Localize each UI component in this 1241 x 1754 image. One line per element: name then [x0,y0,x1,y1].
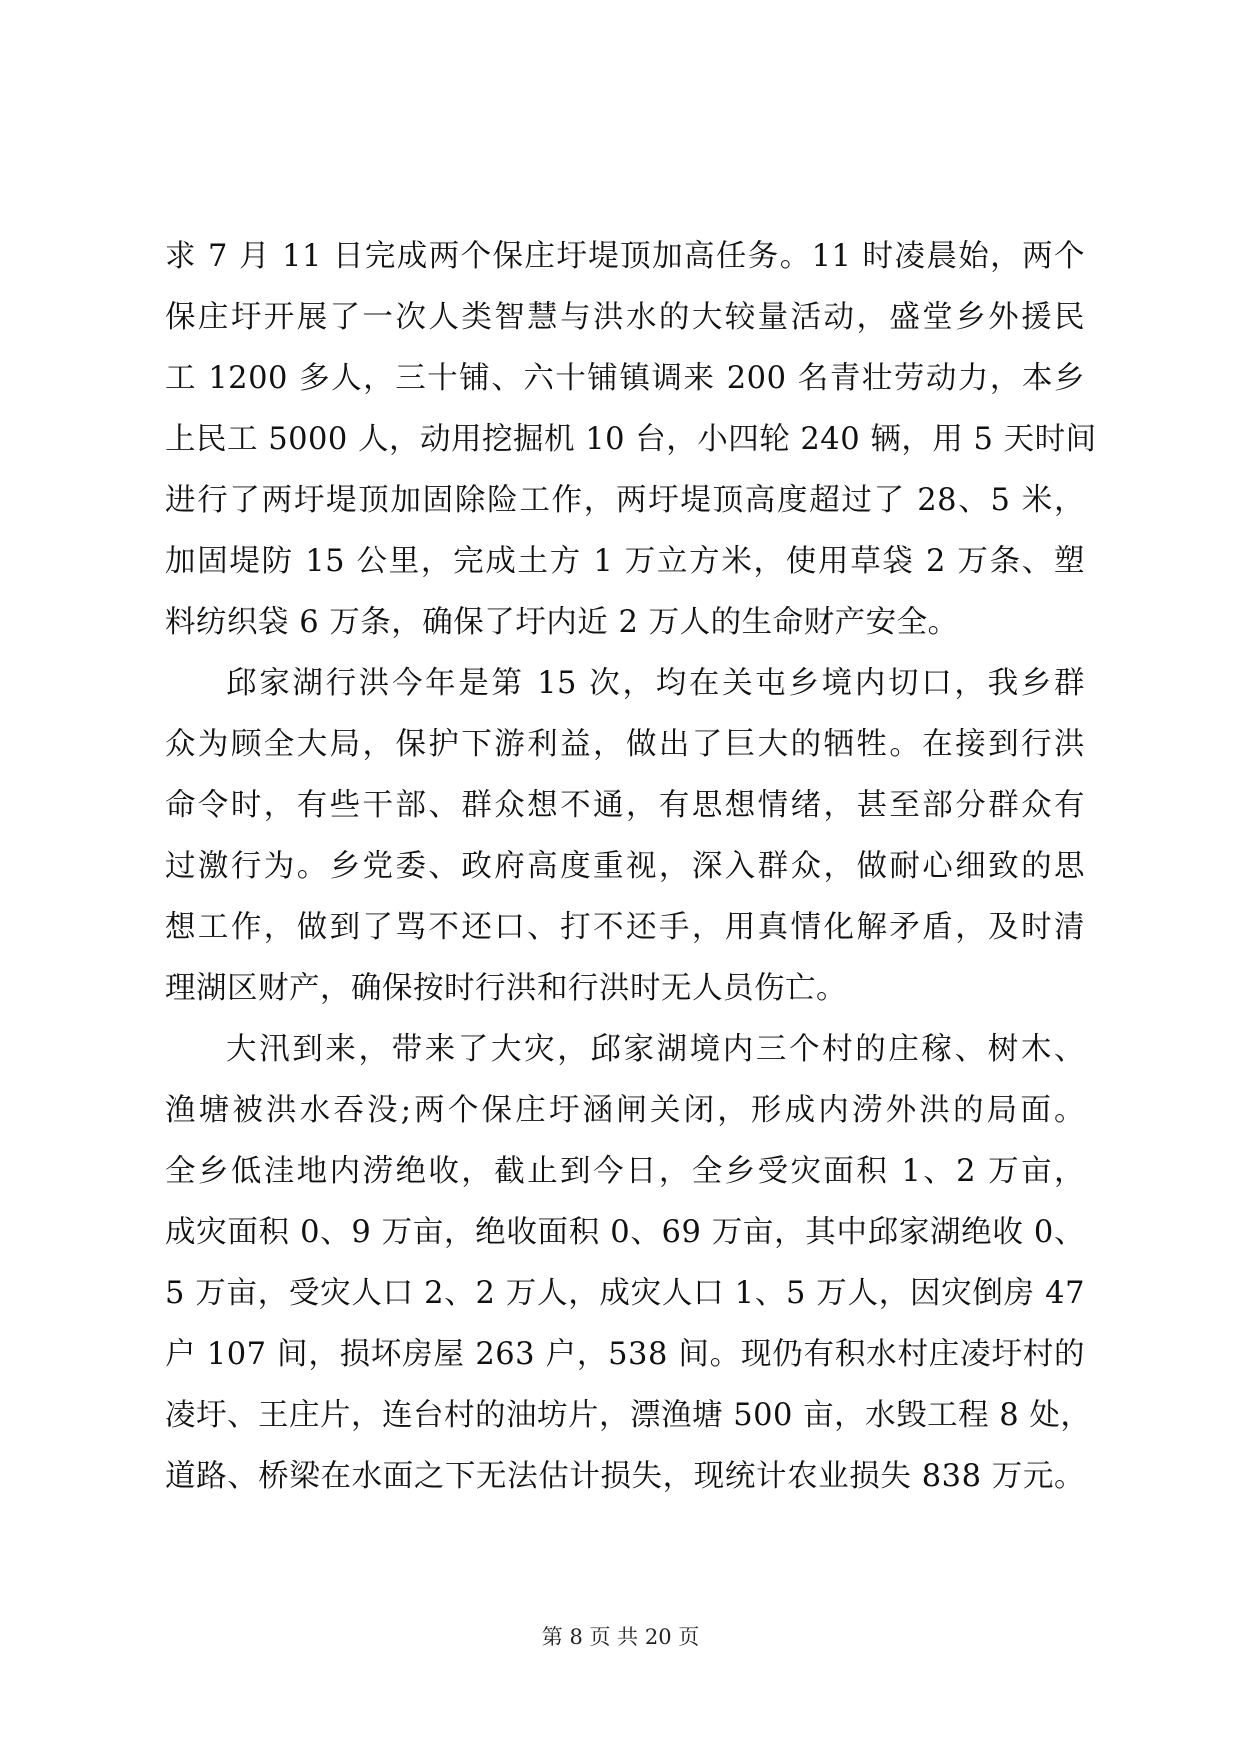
text-line: 过激行为。乡党委、政府高度重视，深入群众，做耐心细致的思 [165,849,1085,884]
text-line: 户 107 间，损坏房屋 263 户，538 间。现仍有积水村庄凌圩村的 [165,1337,1085,1372]
text-line: 求 7 月 11 日完成两个保庄圩堤顶加高任务。11 时凌晨始，两个 [165,239,1085,274]
text-line: 5 万亩，受灾人口 2、2 万人，成灾人口 1、5 万人，因灾倒房 47 [165,1276,1085,1311]
text-line: 进行了两圩堤顶加固除险工作，两圩堤顶高度超过了 28、5 米， [165,483,1085,518]
text-line: 想工作，做到了骂不还口、打不还手，用真情化解矛盾，及时清 [165,910,1085,945]
text-line: 命令时，有些干部、群众想不通，有思想情绪，甚至部分群众有 [165,788,1085,823]
text-line: 上民工 5000 人，动用挖掘机 10 台，小四轮 240 辆，用 5 天时间 [165,422,1097,457]
text-line: 道路、桥梁在水面之下无法估计损失，现统计农业损失 838 万元。 [165,1459,1085,1494]
text-line: 保庄圩开展了一次人类智慧与洪水的大较量活动，盛堂乡外援民 [165,300,1085,335]
paragraph-end-line: 料纺织袋 6 万条，确保了圩内近 2 万人的生命财产安全。 [165,605,959,640]
text-line: 众为顾全大局，保护下游利益，做出了巨大的牺牲。在接到行洪 [165,727,1085,762]
text-line: 加固堤防 15 公里，完成土方 1 万立方米，使用草袋 2 万条、塑 [165,544,1085,579]
text-line: 全乡低洼地内涝绝收，截止到今日，全乡受灾面积 1、2 万亩， [165,1154,1085,1189]
text-line: 成灾面积 0、9 万亩，绝收面积 0、69 万亩，其中邱家湖绝收 0、 [165,1215,1085,1250]
page-footer: 第 8 页 共 20 页 [541,1625,700,1649]
paragraph-start-line: 大汛到来，带来了大灾，邱家湖境内三个村的庄稼、树木、 [226,1032,1085,1067]
document-body [165,226,1097,1507]
text-line: 渔塘被洪水吞没;两个保庄圩涵闸关闭，形成内涝外洪的局面。 [165,1093,1085,1128]
text-line: 工 1200 多人，三十铺、六十铺镇调来 200 名青壮劳动力，本乡 [165,361,1085,396]
paragraph-end-line: 理湖区财产，确保按时行洪和行洪时无人员伤亡。 [165,971,847,1006]
text-line: 凌圩、王庄片，连台村的油坊片，漂渔塘 500 亩，水毁工程 8 处， [165,1398,1092,1433]
paragraph-start-line: 邱家湖行洪今年是第 15 次，均在关屯乡境内切口，我乡群 [226,666,1085,701]
